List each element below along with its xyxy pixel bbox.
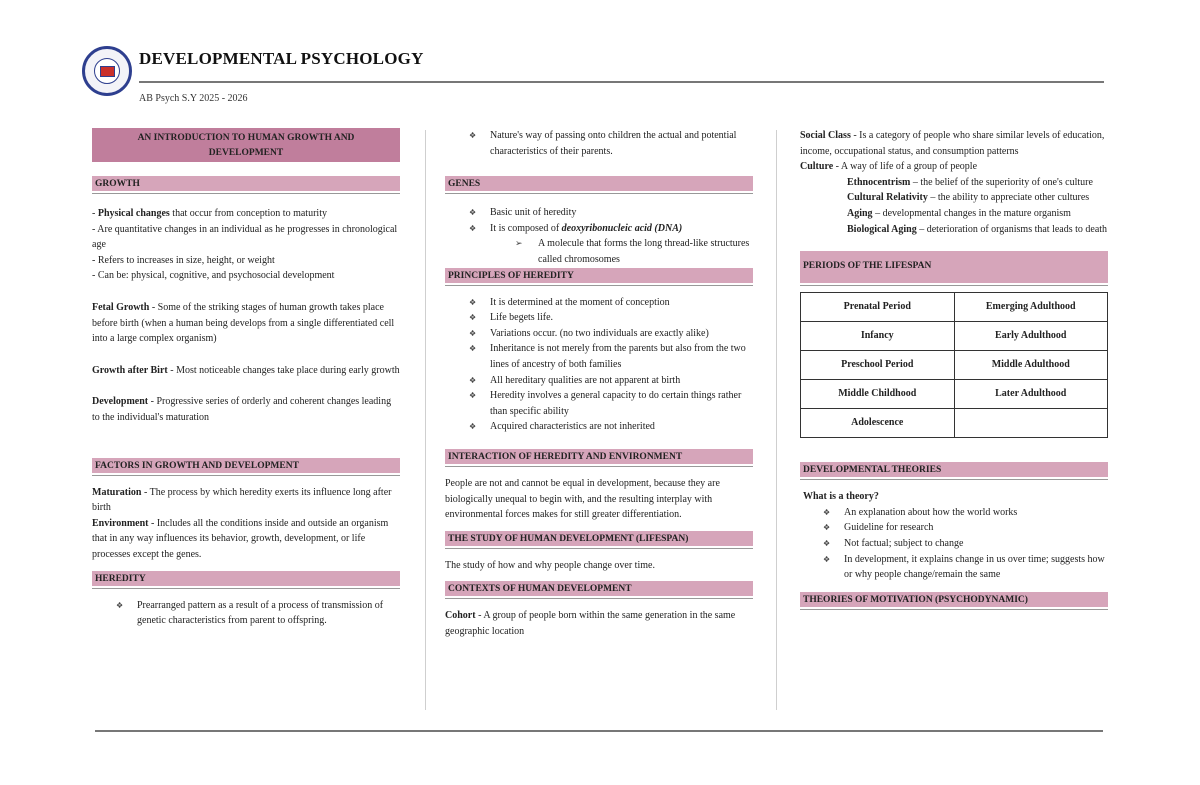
table-cell: Emerging Adulthood xyxy=(954,293,1108,322)
ethnocentrism-definition: Ethnocentrism – the belief of the superiority of one's culture xyxy=(847,176,1093,188)
list-item: ❖ Prearranged pattern as a result of a process of transmission of genetic characteristics from parent to offspring. xyxy=(137,598,400,629)
heredity-list xyxy=(92,598,400,629)
theory-list xyxy=(800,505,1108,583)
factors-heading: FACTORS IN GROWTH AND DEVELOPMENT xyxy=(92,458,400,473)
theory-question: What is a theory? xyxy=(803,491,879,503)
table-cell: Preschool Period xyxy=(801,351,955,380)
study-text: The study of how and why people change over time. xyxy=(445,559,655,571)
divider xyxy=(445,548,753,549)
list-item: ❖ Basic unit of heredity xyxy=(490,205,753,221)
table-cell: Adolescence xyxy=(801,409,955,438)
document-title: DEVELOPMENTAL PSYCHOLOGY xyxy=(139,49,424,68)
growth-line-4: - Can be: physical, cognitive, and psychosocial development xyxy=(92,270,335,282)
growth-line-3: - Refers to increases in size, height, or weight xyxy=(92,254,275,266)
bottom-rule xyxy=(95,730,1103,732)
heredity-continued-list xyxy=(445,128,753,159)
table-row xyxy=(801,322,1108,351)
interaction-text: People are not and cannot be equal in development, because they are biologically unequal to begin with, and the resulting interplay with environmental forces makes for still greater differentiation. xyxy=(445,477,720,521)
maturation-definition: Maturation - The process by which heredity exerts its influence long after birth xyxy=(92,486,392,514)
list-item: ❖ Acquired characteristics are not inherited xyxy=(490,419,753,435)
column-1 xyxy=(92,128,400,629)
development-definition: Development - Progressive series of orderly and coherent changes leading to the individual's maturation xyxy=(92,396,392,423)
divider xyxy=(445,193,753,194)
list-item: ❖ Nature's way of passing onto children the actual and potential characteristics of their parents. xyxy=(490,128,753,159)
interaction-heading: INTERACTION OF HEREDITY AND ENVIRONMENT xyxy=(445,449,753,464)
genes-heading: GENES xyxy=(445,176,753,191)
principles-heading: PRINCIPLES OF HEREDITY xyxy=(445,268,753,283)
genes-sub-item: ➢ A molecule that forms the long thread-like structures called chromosomes xyxy=(445,236,753,267)
growth-line-2: - Are quantitative changes in an individual as he progresses in chronological age xyxy=(92,223,398,251)
divider xyxy=(800,285,1108,286)
column-3 xyxy=(800,128,1108,615)
heredity-heading: HEREDITY xyxy=(92,571,400,586)
list-item: ❖ Inheritance is not merely from the parents but also from the two lines of ancestry of both families xyxy=(490,341,753,372)
table-row xyxy=(801,293,1108,322)
table-row xyxy=(801,380,1108,409)
list-item: ❖ Not factual; subject to change xyxy=(844,536,1108,552)
aging-definition: Aging – developmental changes in the mature organism xyxy=(847,207,1071,219)
table-cell xyxy=(954,409,1108,438)
list-item: ❖ Variations occur. (no two individuals are exactly alike) xyxy=(490,326,753,342)
principles-list xyxy=(445,295,753,435)
periods-heading: PERIODS OF THE LIFESPAN xyxy=(800,251,1108,283)
list-item: ❖ Life begets life. xyxy=(490,310,753,326)
list-item: ❖ Guideline for research xyxy=(844,520,1108,536)
divider xyxy=(445,598,753,599)
seal-shield-icon xyxy=(100,66,115,77)
divider xyxy=(92,588,400,589)
column-divider-2 xyxy=(776,130,777,710)
table-cell: Middle Childhood xyxy=(801,380,955,409)
list-item: ❖ All hereditary qualities are not apparent at birth xyxy=(490,373,753,389)
intro-heading: AN INTRODUCTION TO HUMAN GROWTH AND DEVELOPMENT xyxy=(92,128,400,162)
column-2 xyxy=(445,128,753,639)
motivation-heading: THEORIES OF MOTIVATION (PSYCHODYNAMIC) xyxy=(800,592,1108,607)
study-heading: THE STUDY OF HUMAN DEVELOPMENT (LIFESPAN) xyxy=(445,531,753,546)
genes-list xyxy=(445,205,753,236)
divider xyxy=(445,466,753,467)
table-cell: Prenatal Period xyxy=(801,293,955,322)
document-subtitle: AB Psych S.Y 2025 - 2026 xyxy=(139,93,248,104)
list-item: ❖ An explanation about how the world works xyxy=(844,505,1108,521)
seal-inner-ring xyxy=(94,58,120,84)
fetal-growth: Fetal Growth - Some of the striking stages of human growth takes place before birth (when a human being develops from a single differentiated cell into a large complex organism) xyxy=(92,301,395,345)
theories-heading: DEVELOPMENTAL THEORIES xyxy=(800,462,1108,477)
table-cell: Middle Adulthood xyxy=(954,351,1108,380)
list-item: ❖ It is composed of deoxyribonucleic acid (DNA) xyxy=(490,221,753,237)
divider xyxy=(800,609,1108,610)
list-item: ❖ It is determined at the moment of conception xyxy=(490,295,753,311)
cultural-relativity-definition: Cultural Relativity – the ability to appreciate other cultures xyxy=(847,192,1090,204)
divider xyxy=(800,479,1108,480)
column-divider-1 xyxy=(425,130,426,710)
growth-line-1: - Physical changes that occur from conception to maturity xyxy=(92,208,327,219)
environment-definition: Environment - Includes all the conditions inside and outside an organism that in any way influences its behavior, growth, development, or life processes except the genes. xyxy=(92,517,389,560)
culture-definition: Culture - A way of life of a group of people xyxy=(800,161,978,173)
university-seal xyxy=(82,46,132,96)
divider xyxy=(92,193,400,194)
divider xyxy=(92,475,400,476)
title-rule xyxy=(139,81,1104,83)
table-row xyxy=(801,351,1108,380)
table-cell: Later Adulthood xyxy=(954,380,1108,409)
divider xyxy=(445,285,753,286)
growth-heading: GROWTH xyxy=(92,176,400,191)
contexts-heading: CONTEXTS OF HUMAN DEVELOPMENT xyxy=(445,581,753,596)
periods-table xyxy=(800,292,1108,438)
social-class-definition: Social Class - Is a category of people who share similar levels of education, income, occupational status, and consumption patterns xyxy=(800,130,1105,157)
table-cell: Early Adulthood xyxy=(954,322,1108,351)
table-cell: Infancy xyxy=(801,322,955,351)
table-row xyxy=(801,409,1108,438)
list-item: ❖ Heredity involves a general capacity to do certain things rather than specific ability xyxy=(490,388,753,419)
biological-aging-definition: Biological Aging – deterioration of organisms that leads to death xyxy=(847,223,1108,235)
growth-after-birth: Growth after Birt - Most noticeable changes take place during early growth xyxy=(92,364,400,376)
list-item: ❖ In development, it explains change in us over time; suggests how or why people change/remain the same xyxy=(844,552,1108,583)
cohort-definition: Cohort - A group of people born within the same generation in the same geographic location xyxy=(445,610,736,637)
